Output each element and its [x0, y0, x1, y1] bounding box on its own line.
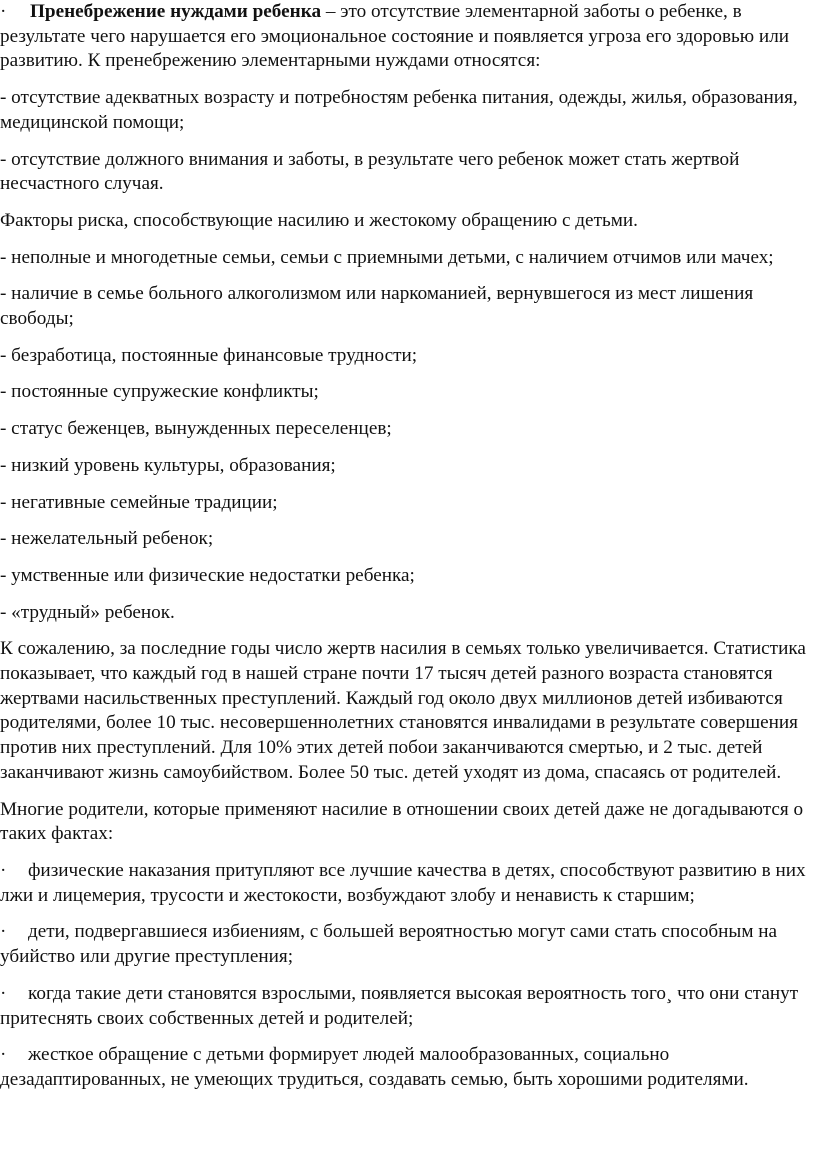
- needs-item: - отсутствие адекватных возрасту и потребностям ребенка питания, одежды, жилья, образования, медицинской помощи;: [0, 87, 798, 133]
- fact-item: [0, 1043, 814, 1092]
- statistics-paragraph: К сожалению, за последние годы число жертв насилия в семьях только увеличивается. Статистика показывает, что каждый год в нашей стране почти 17 тысяч детей разного возраста становятся жертвами насильственных преступлений. Каждый год около двух миллионов детей избиваются родителями, более 10 тыс. несовершеннолетних становятся инвалидами в результате совершения против них преступлений. Для 10% этих детей побои заканчиваются смертью, и 2 тыс. детей заканчивают жизнь самоубийством. Более 50 тыс. детей уходят из дома, спасаясь от родителей.: [0, 638, 806, 783]
- bullet-icon: ·: [0, 982, 7, 1004]
- bullet-icon: ·: [0, 921, 7, 943]
- fact-text: физические наказания притупляют все лучшие качества в детях, способствуют развитию в них лжи и лицемерия, трусости и жестокости, возбуждают злобу и ненависть к старшим;: [0, 859, 806, 906]
- risk-factor-item: - умственные или физические недостатки ребенка;: [0, 564, 415, 586]
- fact-item: [0, 859, 814, 908]
- risk-factor-item: - негативные семейные традиции;: [0, 491, 278, 513]
- bullet-icon: ·: [0, 1, 7, 22]
- fact-item: [0, 920, 814, 969]
- fact-text: дети, подвергавшиеся избиениям, с большей вероятностью могут сами стать способным на убийство или другие преступления;: [0, 921, 778, 968]
- risk-factor-item: - безработица, постоянные финансовые трудности;: [0, 344, 418, 366]
- needs-item: - отсутствие должного внимания и заботы, в результате чего ребенок может стать жертвой несчастного случая.: [0, 148, 740, 195]
- risk-factor-item: - нежелательный ребенок;: [0, 528, 214, 550]
- bullet-icon: ·: [0, 1044, 7, 1066]
- risk-factor-item: - неполные и многодетные семьи, семьи с приемными детьми, с наличием отчимов или мачех;: [0, 246, 774, 268]
- risk-factor-item: - статус беженцев, вынужденных переселенцев;: [0, 418, 392, 440]
- risk-factor-item: - постоянные супружеские конфликты;: [0, 381, 319, 403]
- fact-text: когда такие дети становятся взрослыми, появляется высокая вероятность того¸ что они станут притеснять своих собственных детей и родителей;: [0, 982, 799, 1029]
- fact-item: [0, 982, 814, 1031]
- fact-text: жесткое обращение с детьми формирует людей малообразованных, социально дезадаптированных, не умеющих трудиться, создавать семью, быть хорошими родителями.: [0, 1044, 749, 1090]
- risk-heading: Факторы риска, способствующие насилию и жестокому обращению с детьми.: [0, 209, 638, 231]
- intro-paragraph: [0, 0, 814, 74]
- intro-text: – это отсутствие элементарной заботы о ребенке, в результате чего нарушается его эмоциональное состояние и появляется угроза его здоровью или развитию. К пренебрежению элементарными нуждами относятся:: [0, 1, 790, 72]
- risk-factor-item: - «трудный» ребенок.: [0, 601, 175, 623]
- bullet-icon: ·: [0, 859, 7, 881]
- intro-term: Пренебрежение нуждами ребенка: [30, 1, 322, 22]
- facts-intro: Многие родители, которые применяют насилие в отношении своих детей даже не догадываются о таких фактах:: [0, 798, 804, 845]
- risk-factor-item: - наличие в семье больного алкоголизмом или наркоманией, вернувшегося из мест лишения свободы;: [0, 283, 754, 330]
- risk-factor-item: - низкий уровень культуры, образования;: [0, 454, 336, 476]
